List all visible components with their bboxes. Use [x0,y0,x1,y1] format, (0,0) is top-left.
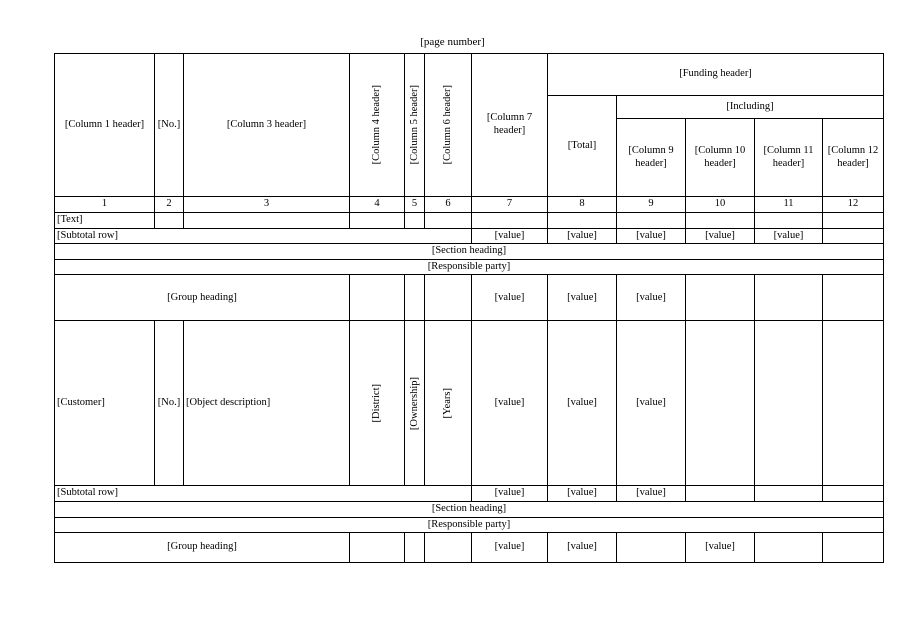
value-cell: [value] [755,228,823,244]
cell [755,212,823,228]
value-cell: [value] [472,228,548,244]
header-balance: [Column 7 header] [472,54,548,197]
continuation-row [55,212,884,228]
value-cell: [value] [548,275,617,321]
section-heading-row [55,244,884,260]
value-cell [686,486,755,502]
object-district-cell [350,321,405,486]
value-cell [755,533,823,563]
value-cell [686,321,755,486]
cell [184,212,350,228]
column-number: 5 [405,197,425,213]
responsible-row [55,259,884,275]
cell [425,275,472,321]
cell [405,212,425,228]
section-heading-row [55,501,884,517]
header-including: [Including] [617,96,884,119]
value-cell: [value] [472,321,548,486]
cell [350,275,405,321]
value-cell: [value] [617,321,686,486]
object-ownership-cell [405,321,425,486]
object-ownership: [Ownership] [408,376,420,430]
value-cell [823,275,884,321]
column-number: 2 [155,197,184,213]
value-cell: [value] [617,275,686,321]
value-cell: [value] [686,533,755,563]
column-number-row [55,197,884,213]
cell [405,275,425,321]
total-reconstruction-row [55,486,884,502]
cell [686,212,755,228]
value-cell [823,533,884,563]
header-total: [Total] [548,96,617,197]
cell [548,212,617,228]
header-district: [Column 4 header] [371,85,383,165]
cell [405,533,425,563]
column-number: 10 [686,197,755,213]
header-federal: [Column 9 header] [617,119,686,197]
header-name: [Column 3 header] [184,54,350,197]
value-cell [686,275,755,321]
cell [617,212,686,228]
object-customer: [Customer] [55,321,155,486]
column-number: 1 [55,197,155,213]
row-label: [Subtotal row] [55,486,472,502]
cell [155,212,184,228]
responsible-party: [Responsible party] [55,259,884,275]
value-cell: [value] [617,228,686,244]
header-ownership: [Column 5 header] [408,85,420,165]
header-ownership-cell [405,54,425,197]
header-other: [Column 12 header] [823,119,884,197]
column-number: 6 [425,197,472,213]
value-cell: [value] [472,486,548,502]
section-heading: [Section heading] [55,501,884,517]
cell [350,212,405,228]
cell [823,212,884,228]
section-heading: [Section heading] [55,244,884,260]
value-cell [823,228,884,244]
value-cell [823,486,884,502]
customer-group-label: [Group heading] [55,275,350,321]
financing-table [54,53,884,563]
total-construction-row [55,228,884,244]
customer-group-label: [Group heading] [55,533,350,563]
column-number: 9 [617,197,686,213]
object-district: [District] [371,384,383,423]
column-number: 11 [755,197,823,213]
value-cell [823,321,884,486]
cell: [Text] [55,212,155,228]
header-row-1 [55,54,884,96]
cell [425,533,472,563]
value-cell [755,275,823,321]
column-number: 8 [548,197,617,213]
value-cell: [value] [548,228,617,244]
cell [425,212,472,228]
page-number: [page number] [420,36,485,48]
column-number: 4 [350,197,405,213]
object-number: [No.] [155,321,184,486]
header-district-cell [350,54,405,197]
value-cell: [value] [617,486,686,502]
column-number: 7 [472,197,548,213]
column-number: 12 [823,197,884,213]
row-label: [Subtotal row] [55,228,472,244]
value-cell: [value] [548,533,617,563]
value-cell [755,486,823,502]
responsible-row [55,517,884,533]
value-cell: [value] [472,533,548,563]
object-years: [Years] [442,388,454,419]
object-row [55,321,884,486]
value-cell: [value] [548,486,617,502]
header-local: [Column 11 header] [755,119,823,197]
value-cell: [value] [548,321,617,486]
value-cell: [value] [472,275,548,321]
customer-group-row [55,275,884,321]
header-regional: [Column 10 header] [686,119,755,197]
value-cell [755,321,823,486]
value-cell: [value] [686,228,755,244]
object-description: [Object description] [184,321,350,486]
header-customer: [Column 1 header] [55,54,155,197]
object-years-cell [425,321,472,486]
cell [472,212,548,228]
responsible-party: [Responsible party] [55,517,884,533]
header-years: [Column 6 header] [442,85,454,165]
header-years-cell [425,54,472,197]
column-number: 3 [184,197,350,213]
header-num: [No.] [155,54,184,197]
value-cell [617,533,686,563]
cell [350,533,405,563]
customer-group-row [55,533,884,563]
header-funding: [Funding header] [548,54,884,96]
